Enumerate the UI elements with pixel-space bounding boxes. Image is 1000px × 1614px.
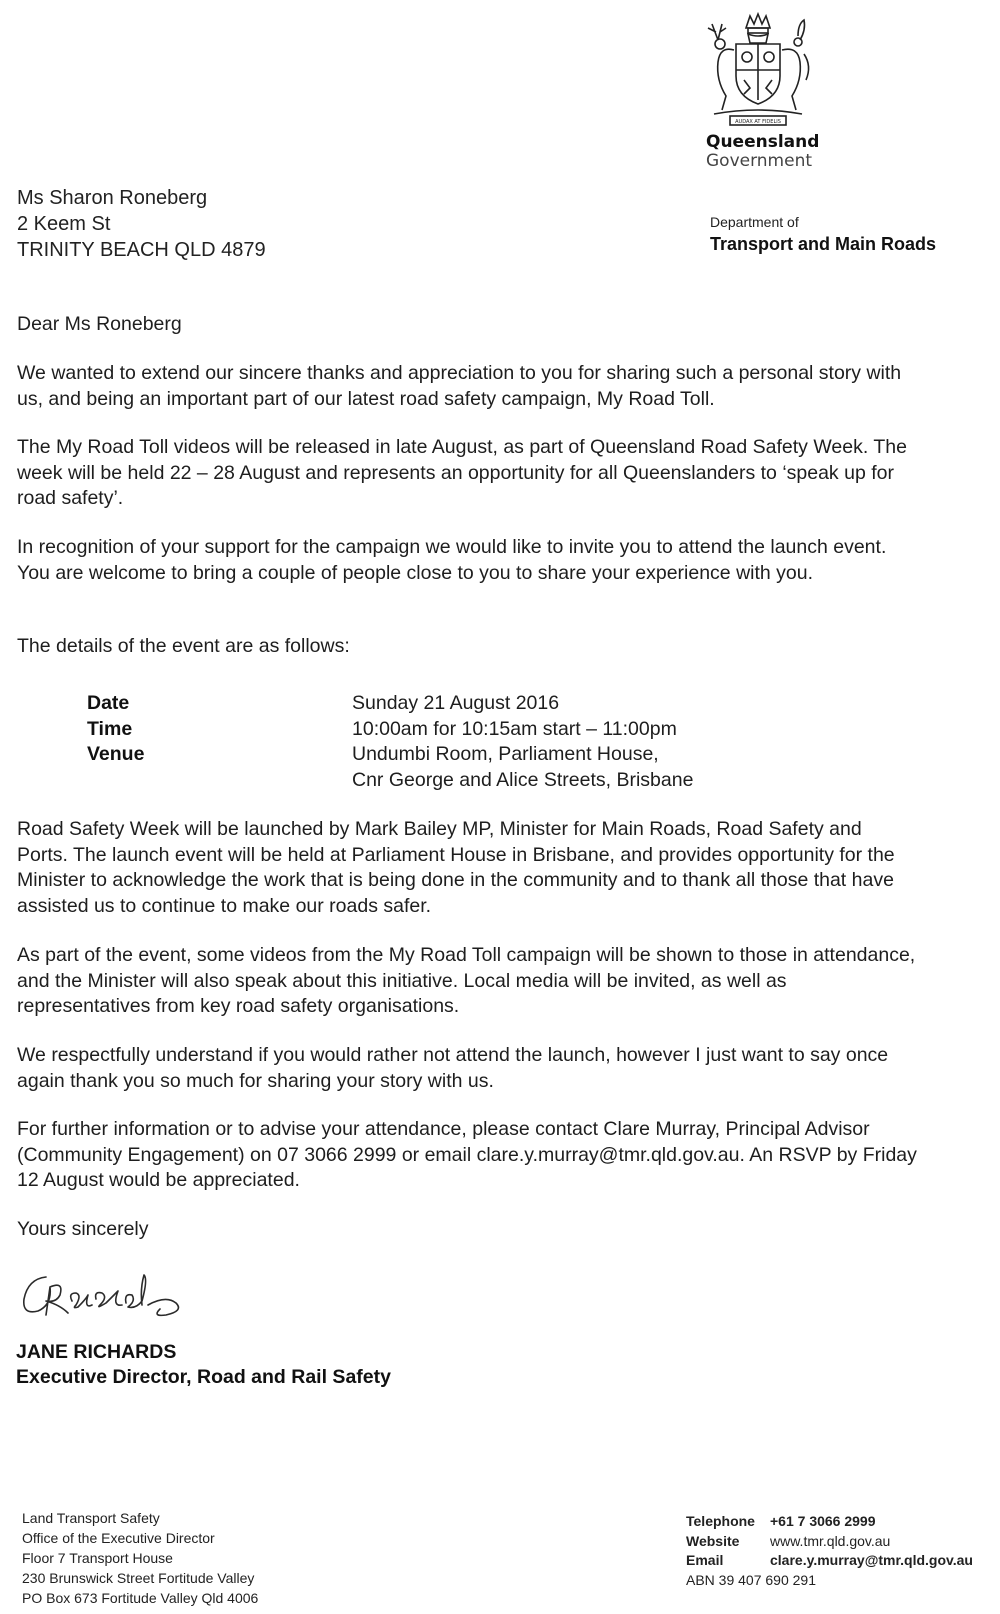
recipient-address (17, 185, 266, 263)
footer-street: 230 Brunswick Street Fortitude Valley (22, 1570, 255, 1586)
paragraph: As part of the event, some videos from the My Road Toll campaign will be shown to those in attendance, and the Minister will also speak about this initiative. Local media will be invited, as well as representatives from key road safety organisations. (17, 944, 916, 1017)
closing: Yours sincerely (17, 1218, 149, 1240)
footer-unit: Land Transport Safety (22, 1510, 160, 1526)
abn-number: ABN 39 407 690 291 (686, 1571, 816, 1588)
recipient-street: 2 Keem St (17, 213, 111, 235)
website-link[interactable]: www.tmr.qld.gov.au (770, 1532, 891, 1549)
time-label: Time (87, 717, 133, 740)
queensland-government-wordmark (706, 133, 819, 171)
org-line-2: Government (706, 151, 813, 171)
footer-office: Office of the Executive Director (22, 1530, 215, 1546)
website-label: Website (686, 1532, 740, 1549)
date-value: Sunday 21 August 2016 (352, 692, 560, 714)
org-line-1: Queensland (706, 132, 820, 152)
paragraph: Road Safety Week will be launched by Mark Bailey MP, Minister for Main Roads, Road Safety and Ports. The launch event will be held at Parliament House in Brisbane, and provides opportunity for the Minister to acknowledge the work that is being done in the community and to thank all those that have assisted us to continue to make our roads safer. (17, 818, 895, 917)
telephone-label: Telephone (686, 1513, 755, 1529)
dept-title: Transport and Main Roads (710, 234, 937, 254)
handwritten-signature (16, 1265, 196, 1325)
paragraph: In recognition of your support for the campaign we would like to invite you to attend the launch event. You are welcome to bring a couple of people close to you to share your experience with you. (17, 536, 887, 584)
paragraph: The details of the event are as follows: (17, 635, 350, 657)
venue-label: Venue (87, 743, 145, 765)
venue-line-1: Undumbi Room, Parliament House, (352, 743, 659, 765)
email-label: Email (686, 1552, 724, 1568)
recipient-name: Ms Sharon Roneberg (17, 187, 208, 209)
salutation: Dear Ms Roneberg (17, 313, 182, 335)
svg-text:AUDAX AT FIDELIS: AUDAX AT FIDELIS (735, 119, 781, 125)
paragraph: The My Road Toll videos will be released in late August, as part of Queensland Road Safety Week. The week will be held 22 – 28 August and represents an opportunity for all Queenslanders to ‘speak up for road safety’. (17, 436, 907, 509)
paragraph: We respectfully understand if you would rather not attend the launch, however I just want to say once again thank you so much for sharing your story with us. (17, 1044, 889, 1092)
recipient-locality: TRINITY BEACH QLD 4879 (17, 239, 266, 261)
department-name (710, 213, 936, 257)
signatory-title: Executive Director, Road and Rail Safety (16, 1366, 391, 1388)
queensland-coat-of-arms-logo (700, 10, 816, 130)
email-link[interactable]: clare.y.murray@tmr.qld.gov.au (770, 1552, 973, 1568)
signatory-block (16, 1340, 391, 1390)
dept-prefix: Department of (710, 214, 799, 230)
footer-address (22, 1508, 258, 1608)
footer-floor: Floor 7 Transport House (22, 1550, 173, 1566)
signatory-name: JANE RICHARDS (16, 1341, 177, 1363)
time-value: 10:00am for 10:15am start – 11:00pm (352, 717, 677, 740)
paragraph: For further information or to advise your attendance, please contact Clare Murray, Principal Advisor (Community Engagement) on 07 3066 2999 or email clare.y.murray@tmr.qld.gov.au. An RSVP by Friday 12 August would be appreciated. (17, 1118, 917, 1191)
venue-line-2: Cnr George and Alice Streets, Brisbane (352, 768, 694, 791)
telephone-value: +61 7 3066 2999 (770, 1513, 876, 1529)
date-label: Date (87, 692, 130, 714)
paragraph: We wanted to extend our sincere thanks and appreciation to you for sharing such a personal story with us, and being an important part of our latest road safety campaign, My Road Toll. (17, 362, 902, 410)
footer-po-box: PO Box 673 Fortitude Valley Qld 4006 (22, 1590, 259, 1606)
